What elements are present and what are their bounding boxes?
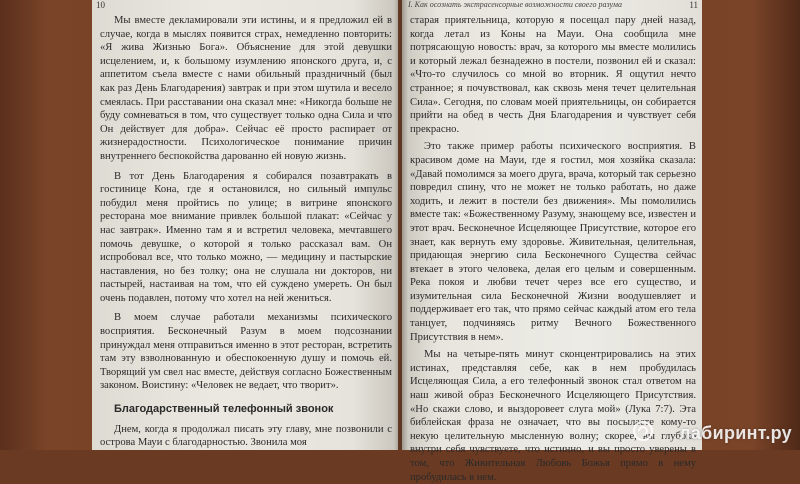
left-page-number: 10 <box>96 0 105 10</box>
section-subheading: Благодарственный телефонный звонок <box>114 403 334 416</box>
left-paragraph-4: Днем, когда я продолжал писать эту главу, мне позвонили с острова Мауи с благодарностью. Звонила моя <box>100 423 392 449</box>
running-head: I. Как осознать экстрасенсорные возможности своего разума <box>408 0 622 9</box>
right-page-number: 11 <box>689 0 698 10</box>
left-paragraph-1: Мы вместе декламировали эти истины, и я предложил ей в случае, когда в мыслях появится страх, немедленно повторить: «Я жива Жизнью Бога». Объяснение для этой девушки исцелением, и, к большому изумлению японского друга, и, с аппетитом съела вместе с нами обильный праздничный (был как раз День Благодарения) завтрак и при этом шутила и весело смеялась. При расставании она сказал мне: «Никогда больше не буду сомневаться в том, что существует только одна Сила и что Он действует для добра». Сейчас её просто распирает от жизнерадостности. Психологическое понимание причин внутреннего беспокойства дарованно ей новую жизнь. <box>100 15 392 162</box>
right-page-body <box>410 14 696 484</box>
right-paragraph-1: старая приятельница, которую я посещал пару дней назад, когда летал из Коны на Мауи. Она сообщила мне потрясающую новость: врач, за которого мы вместе молились и который лежал безнадежно в постели, позвонил ей и сказал: «Что-то случилось со мной во вторник. Я ощутил нечто странное; я почувствовал, как сквозь меня течет целительная Сила». Сегодня, по словам моей приятельницы, он собирается прийти на обед в честь Дня Благодарения и чувствует себя прекрасно. <box>410 15 696 135</box>
labirint-logo-icon <box>632 420 654 442</box>
left-page <box>92 0 398 450</box>
left-paragraph-2: В тот День Благодарения я собирался позавтракать в гостинице Кона, где я остановился, но сильный импульс побудил меня пройтись по улице; в витрине японского ресторана мое внимание привлек большой плакат: «Сейчас у нас завтрак». Именно там я и встретил человека, мечтавшего помочь девушке, о которой я только рассказал вам. Он испробовал все, что только можно, — медицину и пастырские наставления, но без толку; она не слушала ни докторов, ни пастырей, настаивая на том, что ей суждено умереть. Он был очень подавлен, потому что хотел на ней жениться. <box>100 170 392 304</box>
watermark: лабиринт.ру <box>679 423 792 443</box>
right-paragraph-3: Мы на четыре-пять минут сконцентрировались на этих истинах, представляя себе, как в нем пробудилась Исцеляющая Сила, а его телефонный звонок стал ответом на наш живой образ Бесконечного Исцеляющего Присутствия. «Но скажи слово, и выздоровеет слуга мой» (Лука 7:7). Эта библейская фраза не означает, что вы посылаете кому-то некую целительную мысленную волну; скорее, вы глубоко внутри себя чувствуете, что истинно, и вы просто уверены в том, что Живительная Любовь Божья прямо в нему пробудилась в нем. <box>410 349 696 483</box>
left-page-body <box>100 14 392 450</box>
right-page <box>402 0 702 483</box>
left-paragraph-3: В моем случае работали механизмы психического восприятия. Бесконечный Разум в моем подсознании принуждал меня отправиться именно в этот ресторан, встретить там эту взволнованную и обеспокоенную душу и помочь ей. Творящий ум свел нас вместе, действуя согласно Божественным законом. Воистину: «Человек не ведает, что творит». <box>100 312 392 392</box>
book-gutter <box>394 0 408 450</box>
right-paragraph-2: Это также пример работы психического восприятия. В красивом доме на Мауи, где я гостил, моя хозяйка сказала: «Давай помолимся за моего друга, врача, который так серьезно повредил спину, что не может не только работать, но даже ходить, и лежит в постели без движения». Мы помолились вместе так: «Божественному Разуму, знающему все, известен и этот врач. Бесконечное Исцеляющее Присутствие, которое его знает, как вернуть ему здоровье. Живительная, целительная, придающая энергию сила Бесконечного Существа сейчас втекает в этого человека, делая его целым и совершенным. Река покоя и любви течет через все его существо, и изумительная сила Бесконечной Жизни воодушевляет и поддерживает его так, что прямо сейчас каждый атом его тела танцует, подчиняясь ритму Вечного Божественного Присутствия в нем». <box>410 141 696 343</box>
